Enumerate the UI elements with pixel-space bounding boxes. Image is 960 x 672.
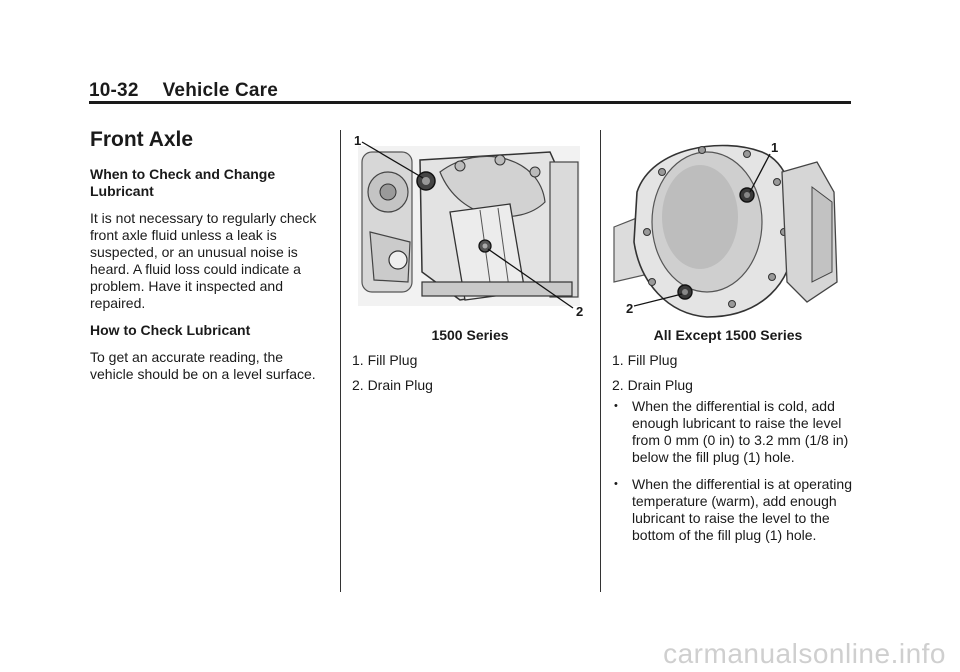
watermark: carmanualsonline.info	[663, 638, 946, 669]
bullet-icon: •	[614, 400, 618, 412]
figure-1500-series-axle	[350, 132, 590, 322]
figure-other-series-axle	[612, 132, 844, 322]
figure-1-legend	[352, 352, 433, 402]
fill-plug-icon	[417, 172, 435, 190]
callout-1-fig1: 1	[354, 133, 362, 148]
paragraph-check-fluid: It is not necessary to regularly check front axle fluid unless a leak is suspected, or an unusual noise is heard. A fluid loss could indicate a problem. Have it inspected and repaired.	[90, 210, 317, 311]
subheading-how-to-check: How to Check Lubricant	[90, 322, 251, 338]
paragraph-level-surface: To get an accurate reading, the vehicle should be on a level surface.	[90, 349, 316, 382]
bullet-text-cold: When the differential is cold, add enough lubricant to raise the level from 0 mm (0 in) to 3.2 mm (1/8 in) below the fill plug (1) hole.	[632, 398, 849, 465]
legend-item-drain-plug: 2. Drain Plug	[352, 377, 433, 393]
page-header	[89, 80, 278, 102]
section-heading: Front Axle	[90, 128, 194, 151]
subheading-when-to-check: When to Check and Change Lubricant	[90, 166, 276, 199]
callout-2-fig2: 2	[626, 301, 634, 316]
figure-2-legend	[612, 352, 693, 402]
bullet-item	[612, 398, 857, 466]
bullet-text-warm: When the differential is at operating temperature (warm), add enough lubricant to raise the level to the bottom of the fill plug (1) hole.	[632, 476, 852, 543]
section-title: Vehicle Care	[162, 80, 279, 101]
callout-1-fig2: 1	[771, 140, 779, 155]
legend-item-fill-plug: 1. Fill Plug	[352, 352, 418, 368]
bullet-item	[612, 476, 857, 544]
lubricant-level-instructions	[612, 398, 857, 554]
column-divider-1	[340, 130, 341, 592]
fill-plug-icon	[740, 188, 754, 202]
header-rule	[89, 101, 851, 104]
column-divider-2	[600, 130, 601, 592]
drain-plug-icon	[678, 285, 692, 299]
bullet-icon: •	[614, 478, 618, 490]
page-number: 10-32	[89, 80, 139, 101]
figure-2-caption: All Except 1500 Series	[653, 327, 803, 343]
column-front-axle	[90, 128, 330, 393]
legend-item-fill-plug: 1. Fill Plug	[612, 352, 678, 368]
figure-1-caption: 1500 Series	[431, 327, 509, 343]
callout-2-fig1: 2	[576, 304, 584, 319]
legend-item-drain-plug: 2. Drain Plug	[612, 377, 693, 393]
